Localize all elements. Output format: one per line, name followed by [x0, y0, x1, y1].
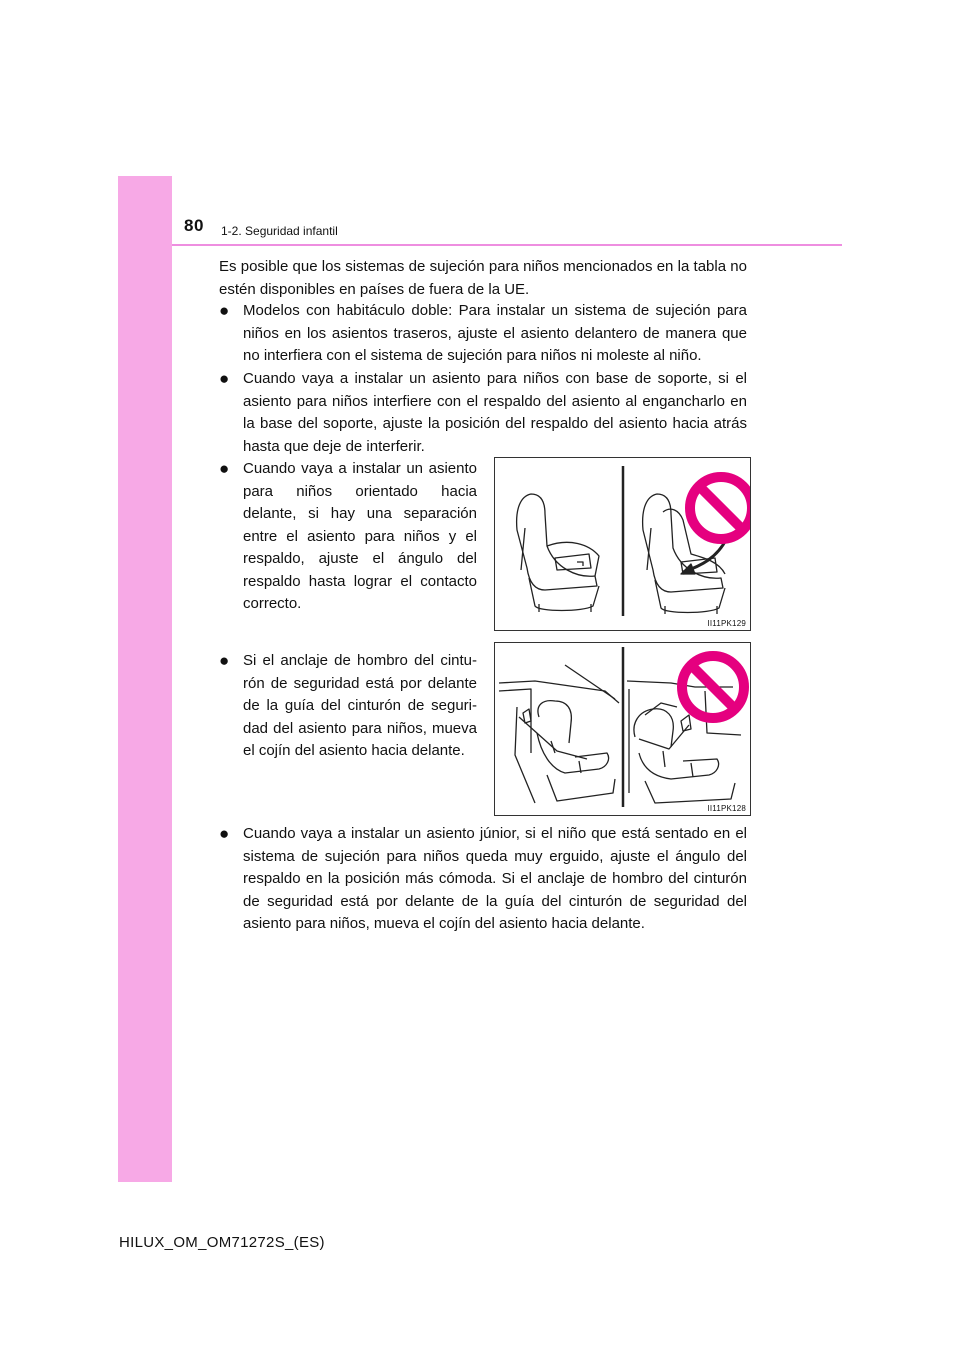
- figure-code: II11PK128: [707, 804, 746, 813]
- child-seat-belt-correct-icon: [499, 665, 619, 803]
- bullet-icon: ●: [219, 301, 230, 320]
- footer-doc-id: HILUX_OM_OM71272S_(ES): [119, 1234, 325, 1251]
- section-title: 1-2. Seguridad infantil: [221, 224, 338, 238]
- child-seat-correct-icon: [517, 494, 599, 612]
- prohibited-sign-icon: [690, 477, 750, 539]
- figure-seatbelt-anchor: [494, 642, 751, 816]
- list-item: [219, 300, 747, 368]
- figure-seatback-angle: [494, 457, 751, 631]
- bullet-icon: ●: [219, 651, 230, 670]
- list-item-text: Cuando vaya a instalar un asiento júnior, si el niño que está sentado en el sistema de sujeción para niños queda muy erguido, ajuste el ángulo del respaldo en la posición más cómoda. Si el anclaje de hombro del cinturón de seguridad está por delante de la guía del cinturón de seguridad del asiento para niños, mueva el cojín del asiento hacia delante.: [243, 825, 747, 932]
- list-item: [219, 823, 747, 936]
- header-rule: [172, 244, 842, 246]
- intro-paragraph: Es posible que los sistemas de sujeción para niños mencionados en la tabla no estén disponibles en países de fuera de la UE.: [219, 258, 747, 298]
- list-item-text: Si el anclaje de hombro del cintu-rón de seguridad está por delante de la guía del cinturón de seguri-dad del asiento para niños, mueva el cojín del asiento hacia delante.: [243, 652, 477, 759]
- child-seat-gap-icon: [643, 494, 725, 614]
- sidebar-tab: [118, 176, 172, 1182]
- list-item-text: Cuando vaya a instalar un asiento para niños orientado hacia delante, si hay una separación entre el asiento para niños y el respaldo, ajuste el ángulo del respaldo hasta lograr el contacto correcto.: [243, 460, 477, 612]
- car-interior-illustration: [495, 643, 750, 815]
- page-number: 80: [184, 216, 204, 235]
- bullet-icon: ●: [219, 459, 230, 478]
- bullet-icon: ●: [219, 824, 230, 843]
- list-item-text: Modelos con habitáculo doble: Para instalar un sistema de sujeción para niños en los asientos traseros, ajuste el asiento delantero de manera que no interfiera con el sistema de sujeción para niños ni moleste al niño.: [243, 302, 747, 364]
- seat-illustration: [495, 458, 750, 630]
- figure-code: II11PK129: [707, 619, 746, 628]
- list-item: [219, 368, 747, 458]
- list-item-text: Cuando vaya a instalar un asiento para niños con base de soporte, si el asiento para niños interfiere con el respaldo del asiento al engancharlo en la base del soporte, ajuste la posición del respaldo del asiento hacia atrás hasta que deje de interferir.: [243, 370, 747, 455]
- list-item: [219, 458, 477, 616]
- bullet-icon: ●: [219, 369, 230, 388]
- list-item: [219, 650, 477, 763]
